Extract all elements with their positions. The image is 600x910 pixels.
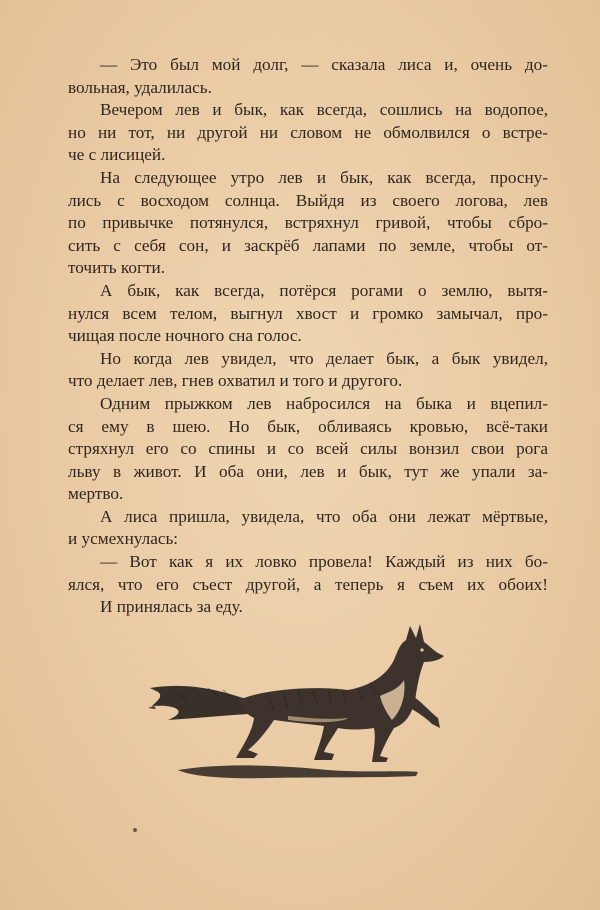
text-line: вольная, удалилась. xyxy=(68,77,212,97)
story-text xyxy=(68,54,548,619)
text-line: Но когда лев увидел, что делает бык, а бык увидел, xyxy=(100,348,548,368)
text-line: что делает лев, гнев охватил и того и другого. xyxy=(68,371,403,391)
text-line: сить с себя сон, и заскрёб лапами по земле, чтобы от- xyxy=(68,235,548,255)
text-line: Одним прыжком лев набросился на быка и вцепил- xyxy=(100,393,548,413)
paper-speck xyxy=(133,828,137,832)
text-line: че с лисицей. xyxy=(68,145,166,165)
text-line: А лиса пришла, увидела, что оба они лежат мёртвые, xyxy=(100,506,548,526)
text-line: мертво. xyxy=(68,484,124,504)
text-line: ялся, что его съест другой, а теперь я съем их обоих! xyxy=(68,574,548,594)
text-line: и усмехнулась: xyxy=(68,529,179,549)
text-line: ся ему в шею. Но бык, обливаясь кровью, всё-таки xyxy=(68,416,548,436)
text-line: лись с восходом солнца. Выйдя из своего логова, лев xyxy=(68,190,548,210)
text-line: Вечером лев и бык, как всегда, сошлись на водопое, xyxy=(100,100,548,120)
text-line: чищая после ночного сна голос. xyxy=(68,326,302,346)
text-line: — Вот как я их ловко провела! Каждый из них бо- xyxy=(100,552,548,572)
text-line: А бык, как всегда, потёрся рогами о землю, вытя- xyxy=(100,280,548,300)
text-line: нулся всем телом, выгнул хвост и громко замычал, про- xyxy=(68,303,548,323)
fox-illustration-icon xyxy=(148,620,448,785)
text-line: — Это был мой долг, — сказала лиса и, очень до- xyxy=(100,55,548,74)
text-line: по привычке потянулся, встряхнул гривой, чтобы сбро- xyxy=(68,213,548,233)
text-line: На следующее утро лев и бык, как всегда, просну- xyxy=(100,167,548,187)
text-line: льву в живот. И оба они, лев и бык, тут же упали за- xyxy=(68,461,548,481)
text-line: точить когти. xyxy=(68,258,166,278)
text-line: стряхнул его со спины и со всей силы вонзил свои рога xyxy=(68,439,548,459)
text-line: но ни тот, ни другой ни словом не обмолвился о встре- xyxy=(68,122,548,142)
text-line: И принялась за еду. xyxy=(100,597,243,617)
